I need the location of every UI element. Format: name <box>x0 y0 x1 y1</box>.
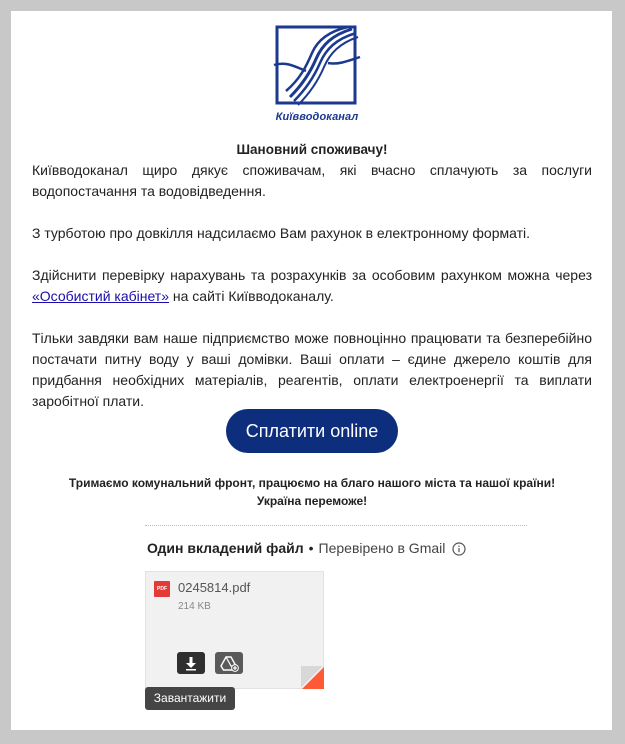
attachment-page-curl <box>301 666 323 688</box>
pdf-icon: PDF <box>154 581 170 597</box>
paragraph-ecology: З турботою про довкілля надсилаємо Вам рахунок в електронному форматі. <box>32 225 530 241</box>
logo-emblem-icon <box>272 25 362 109</box>
closing-text <box>32 474 592 510</box>
attachment-file-size: 214 KB <box>178 601 211 612</box>
attachments-header <box>147 540 466 559</box>
pay-online-button[interactable]: Сплатити online <box>226 409 398 453</box>
greeting-heading: Шановний споживачу! <box>236 142 388 157</box>
email-body <box>11 11 612 730</box>
closing-line-1: Тримаємо комунальний фронт, працюємо на благо нашого міста та нашої країни! <box>68 476 556 490</box>
closing-line-2: Україна переможе! <box>256 494 368 508</box>
paragraph-payments: Тільки завдяки вам наше підприємство може повноцінно працювати та безперебійно постачати питну воду у ваші домівки. Ваші оплати – єдине джерело коштів для придбання необхідних матеріалів, реагентів, оплати електроенергії та виплати заробітної плати. <box>32 330 592 409</box>
paragraph-cabinet-text: Здійснити перевірку нарахувань та розрахунків за особовим рахунком можна через <box>32 267 592 283</box>
attachment-card[interactable] <box>145 571 324 689</box>
paragraph-cabinet <box>32 265 592 307</box>
paragraph-thanks: Київводоканал щиро дякує споживачам, які вчасно сплачують за послуги водопостачання та водовідведення. <box>32 162 592 199</box>
download-tooltip: Завантажити <box>145 687 235 710</box>
attachments-divider <box>145 525 527 526</box>
paragraph-cabinet-tail: на сайті Київводоканалу. <box>169 288 334 304</box>
verified-label: Перевірено в Gmail <box>318 540 446 556</box>
attachments-separator: • <box>308 540 314 556</box>
attachments-title: Один вкладений файл <box>147 540 304 556</box>
attachment-file-name: 0245814.pdf <box>178 580 251 595</box>
download-icon <box>177 652 205 674</box>
download-button[interactable] <box>177 652 205 674</box>
kyivvodokanal-logo <box>272 25 362 129</box>
message-content <box>32 139 592 412</box>
personal-cabinet-link[interactable]: «Особистий кабінет» <box>32 288 169 304</box>
add-to-drive-icon <box>215 652 243 674</box>
info-icon[interactable] <box>452 542 466 559</box>
add-to-drive-button[interactable] <box>215 652 243 674</box>
logo-wordmark: Київводоканал <box>275 111 359 123</box>
